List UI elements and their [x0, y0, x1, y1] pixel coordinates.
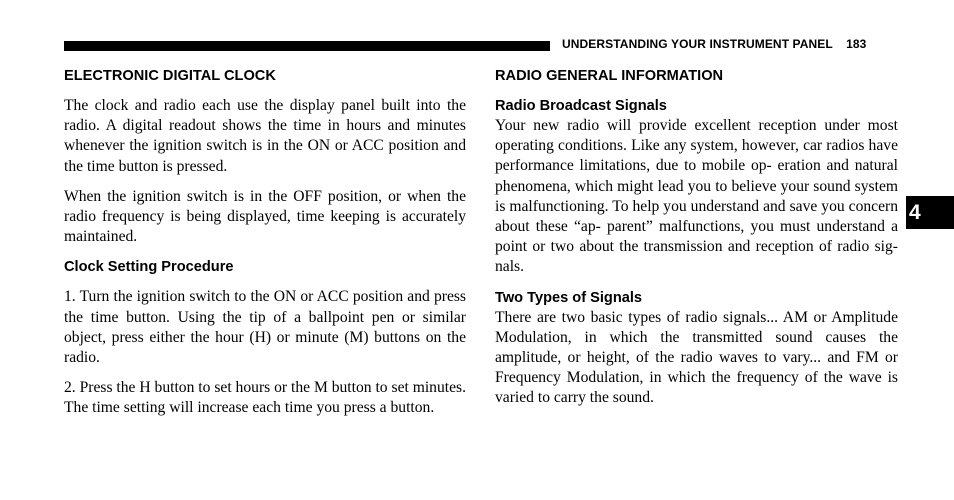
radio-paragraph-1: Your new radio will provide excellent reception under most operating conditions. Like any system, however, car radios have performance limitations, due to mobile op- eration and natural phenomena, which might lead you to believe your sound system is malfunctioning. To help you understand and save you concern about these “ap- parent” malfunctions, you must understand a point or two about the transmission and reception of radio sig- nals.: [495, 117, 898, 276]
right-column: [495, 66, 898, 419]
section-heading-clock: ELECTRONIC DIGITAL CLOCK: [64, 68, 276, 84]
clock-step-2: 2. Press the H button to set hours or the M button to set minutes. The time setting will increase each time you press a button.: [64, 379, 466, 417]
header-title: UNDERSTANDING YOUR INSTRUMENT PANEL: [562, 37, 833, 51]
subheading-broadcast-signals: Radio Broadcast Signals: [495, 98, 667, 114]
chapter-tab: 4: [906, 196, 954, 229]
left-column: [64, 66, 466, 429]
clock-paragraph-1: The clock and radio each use the display panel built into the radio. A digital readout shows the time in hours and minutes whenever the ignition switch is in the ON or ACC position and the time button is pressed.: [64, 97, 466, 175]
radio-paragraph-2: There are two basic types of radio signals... AM or Amplitude Modulation, in which the transmitted sound causes the amplitude, or height, of the radio waves to vary... and FM or Frequency Modulation, in which the frequency of the wave is varied to carry the sound.: [495, 308, 898, 407]
subheading-clock-setting: Clock Setting Procedure: [64, 259, 234, 276]
section-heading-radio: RADIO GENERAL INFORMATION: [495, 68, 724, 84]
clock-paragraph-2: When the ignition switch is in the OFF position, or when the radio frequency is being displayed, time keeping is accurately maintained.: [64, 187, 466, 246]
header-rule: [64, 41, 550, 51]
subheading-signal-types: Two Types of Signals: [495, 289, 643, 306]
page-number: 183: [846, 37, 867, 51]
clock-step-1: 1. Turn the ignition switch to the ON or ACC position and press the time button. Using the tip of a ballpoint pen or similar object, press either the hour (H) or minute (M) buttons on the radio.: [64, 288, 466, 367]
running-header: [562, 37, 872, 51]
